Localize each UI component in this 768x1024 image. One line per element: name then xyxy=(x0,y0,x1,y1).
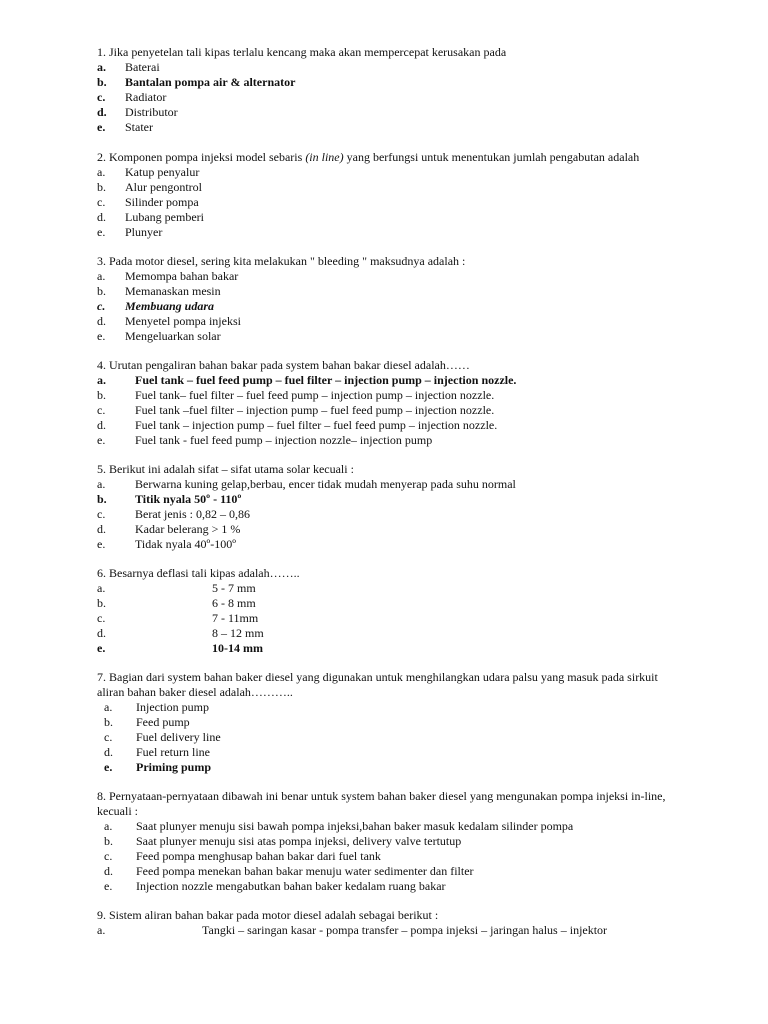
option-letter: d. xyxy=(97,418,106,432)
option-text: Saat plunyer menuju sisi atas pompa injeksi, delivery valve tertutup xyxy=(136,834,462,848)
option-text: Feed pump xyxy=(136,715,190,729)
option-letter: c. xyxy=(97,507,106,521)
option-text-answer: Titik nyala 50º - 110º xyxy=(135,492,242,506)
option-text: 7 - 11mm xyxy=(212,611,259,625)
option-text-answer: Bantalan pompa air & alternator xyxy=(125,75,296,89)
option-text: Fuel delivery line xyxy=(136,730,221,744)
option-b xyxy=(97,75,687,90)
option-letter: d. xyxy=(97,626,106,640)
option-text-answer: 10-14 mm xyxy=(212,641,263,655)
option-letter: c. xyxy=(97,195,106,209)
question-7 xyxy=(97,670,667,775)
option-text-answer: Fuel tank – fuel feed pump – fuel filter – injection pump – injection nozzle. xyxy=(135,373,517,387)
question-1 xyxy=(97,45,687,135)
question-6 xyxy=(97,566,687,656)
option-b xyxy=(97,715,667,730)
option-text: Stater xyxy=(125,120,153,134)
option-letter: b. xyxy=(97,75,107,89)
option-c xyxy=(97,849,677,864)
option-text: Tangki – saringan kasar - pompa transfer – pompa injeksi – jaringan halus – injektor xyxy=(202,923,608,937)
option-e xyxy=(97,120,687,135)
option-text: Memanaskan mesin xyxy=(125,284,221,298)
option-text: Feed pompa menekan bahan bakar menuju water sedimenter dan filter xyxy=(136,864,474,878)
option-letter: c. xyxy=(104,730,113,744)
option-e xyxy=(97,879,677,894)
option-text: Radiator xyxy=(125,90,167,104)
option-e xyxy=(97,329,687,344)
option-a xyxy=(97,373,687,388)
option-letter: c. xyxy=(97,299,106,313)
option-letter: c. xyxy=(97,403,106,417)
option-text: 5 - 7 mm xyxy=(212,581,256,595)
stem-part: 2. Komponen pompa injeksi model sebaris xyxy=(97,150,306,164)
question-9 xyxy=(97,908,687,938)
option-c xyxy=(97,90,687,105)
option-text: Memompa bahan bakar xyxy=(125,269,239,283)
option-d xyxy=(97,522,687,537)
option-b xyxy=(97,388,687,403)
option-d xyxy=(97,210,687,225)
option-letter: a. xyxy=(97,165,106,179)
option-text: Tidak nyala 40º-100º xyxy=(135,537,236,551)
option-letter: d. xyxy=(97,522,106,536)
question-8 xyxy=(97,789,677,894)
option-text: Plunyer xyxy=(125,225,163,239)
option-letter: e. xyxy=(97,641,106,655)
option-letter: a. xyxy=(97,477,106,491)
option-letter: d. xyxy=(97,105,107,119)
option-b xyxy=(97,492,687,507)
option-text: Fuel tank - fuel feed pump – injection nozzle– injection pump xyxy=(135,433,433,447)
option-d xyxy=(97,105,687,120)
option-e xyxy=(97,537,687,552)
option-e xyxy=(97,225,687,240)
option-text: 6 - 8 mm xyxy=(212,596,256,610)
option-text: Alur pengontrol xyxy=(125,180,202,194)
option-d xyxy=(97,864,677,879)
option-b xyxy=(97,180,687,195)
option-text: Mengeluarkan solar xyxy=(125,329,221,343)
option-b xyxy=(97,834,677,849)
option-letter: e. xyxy=(97,537,106,551)
option-letter: b. xyxy=(97,492,107,506)
option-text: Berat jenis : 0,82 – 0,86 xyxy=(135,507,250,521)
option-a xyxy=(97,700,667,715)
stem-part: yang berfungsi untuk menentukan jumlah pengabutan adalah xyxy=(343,150,640,164)
option-e xyxy=(97,433,687,448)
option-letter: a. xyxy=(97,269,106,283)
option-letter: c. xyxy=(97,90,106,104)
option-letter: e. xyxy=(97,433,106,447)
option-letter: e. xyxy=(104,879,113,893)
question-7-stem: 7. Bagian dari system bahan baker diesel yang digunakan untuk menghilangkan udara palsu yang masuk pada sirkuit aliran bahan baker diesel adalah……….. xyxy=(97,670,658,699)
option-text: Fuel tank –fuel filter – injection pump – fuel feed pump – injection nozzle. xyxy=(135,403,495,417)
question-2-stem xyxy=(97,150,687,165)
option-letter: a. xyxy=(97,373,106,387)
option-text: Injection pump xyxy=(136,700,209,714)
option-text: Fuel tank– fuel filter – fuel feed pump – injection pump – injection nozzle. xyxy=(135,388,495,402)
option-c xyxy=(97,611,687,626)
option-letter: a. xyxy=(97,581,106,595)
option-d xyxy=(97,626,687,641)
option-letter: c. xyxy=(104,849,113,863)
option-c xyxy=(97,195,687,210)
option-c xyxy=(97,403,687,418)
option-e xyxy=(97,641,687,656)
option-a xyxy=(97,60,687,75)
option-c xyxy=(97,507,687,522)
question-8-stem: 8. Pernyataan-pernyataan dibawah ini benar untuk system bahan baker diesel yang mengunakan pompa injeksi in-line, kecuali : xyxy=(97,789,666,818)
option-text: Silinder pompa xyxy=(125,195,199,209)
question-3 xyxy=(97,254,687,344)
option-c xyxy=(97,299,687,314)
option-letter: b. xyxy=(97,596,106,610)
option-text: 8 – 12 mm xyxy=(212,626,264,640)
option-text: Lubang pemberi xyxy=(125,210,204,224)
option-letter: d. xyxy=(104,864,113,878)
option-text: Saat plunyer menuju sisi bawah pompa injeksi,bahan baker masuk kedalam silinder pompa xyxy=(136,819,574,833)
option-letter: e. xyxy=(97,225,106,239)
question-5 xyxy=(97,462,687,552)
question-1-stem: 1. Jika penyetelan tali kipas terlalu kencang maka akan mempercepat kerusakan pada xyxy=(97,45,507,59)
question-6-stem: 6. Besarnya deflasi tali kipas adalah…….. xyxy=(97,566,300,580)
option-letter: d. xyxy=(97,210,106,224)
option-text: Distributor xyxy=(125,105,178,119)
option-letter: d. xyxy=(97,314,106,328)
stem-italic-part: (in line) xyxy=(305,150,344,164)
option-d xyxy=(97,314,687,329)
option-letter: a. xyxy=(104,819,113,833)
option-letter: d. xyxy=(104,745,113,759)
question-4-stem: 4. Urutan pengaliran bahan bakar pada system bahan bakar diesel adalah…… xyxy=(97,358,470,372)
option-c xyxy=(97,730,667,745)
option-text-answer: Membuang udara xyxy=(125,299,215,313)
question-2 xyxy=(97,150,687,240)
question-3-stem: 3. Pada motor diesel, sering kita melakukan " bleeding " maksudnya adalah : xyxy=(97,254,466,268)
option-text: Injection nozzle mengabutkan bahan baker kedalam ruang bakar xyxy=(136,879,446,893)
option-text: Feed pompa menghusap bahan bakar dari fuel tank xyxy=(136,849,381,863)
option-letter: b. xyxy=(97,180,106,194)
option-e xyxy=(97,760,667,775)
option-text: Fuel tank – injection pump – fuel filter – fuel feed pump – injection nozzle. xyxy=(135,418,498,432)
option-a xyxy=(97,819,677,834)
option-d xyxy=(97,418,687,433)
option-letter: e. xyxy=(97,329,106,343)
option-letter: b. xyxy=(97,284,106,298)
option-letter: a. xyxy=(97,923,106,937)
option-letter: c. xyxy=(97,611,106,625)
option-a xyxy=(97,165,687,180)
question-4 xyxy=(97,358,687,448)
option-b xyxy=(97,284,687,299)
option-a xyxy=(97,581,687,596)
option-letter: e. xyxy=(104,760,113,774)
option-a xyxy=(97,477,687,492)
option-text: Baterai xyxy=(125,60,160,74)
option-text: Menyetel pompa injeksi xyxy=(125,314,241,328)
question-9-stem: 9. Sistem aliran bahan bakar pada motor diesel adalah sebagai berikut : xyxy=(97,908,439,922)
option-d xyxy=(97,745,667,760)
option-letter: b. xyxy=(104,834,113,848)
option-letter: b. xyxy=(104,715,113,729)
option-text: Katup penyalur xyxy=(125,165,200,179)
option-letter: a. xyxy=(97,60,106,74)
option-a xyxy=(97,923,687,938)
option-b xyxy=(97,596,687,611)
option-a xyxy=(97,269,687,284)
option-letter: e. xyxy=(97,120,106,134)
option-text: Kadar belerang > 1 % xyxy=(135,522,241,536)
option-text: Berwarna kuning gelap,berbau, encer tidak mudah menyerap pada suhu normal xyxy=(135,477,516,491)
option-letter: a. xyxy=(104,700,113,714)
option-text: Fuel return line xyxy=(136,745,210,759)
option-text-answer: Priming pump xyxy=(136,760,212,774)
question-5-stem: 5. Berikut ini adalah sifat – sifat utama solar kecuali : xyxy=(97,462,354,476)
option-letter: b. xyxy=(97,388,106,402)
